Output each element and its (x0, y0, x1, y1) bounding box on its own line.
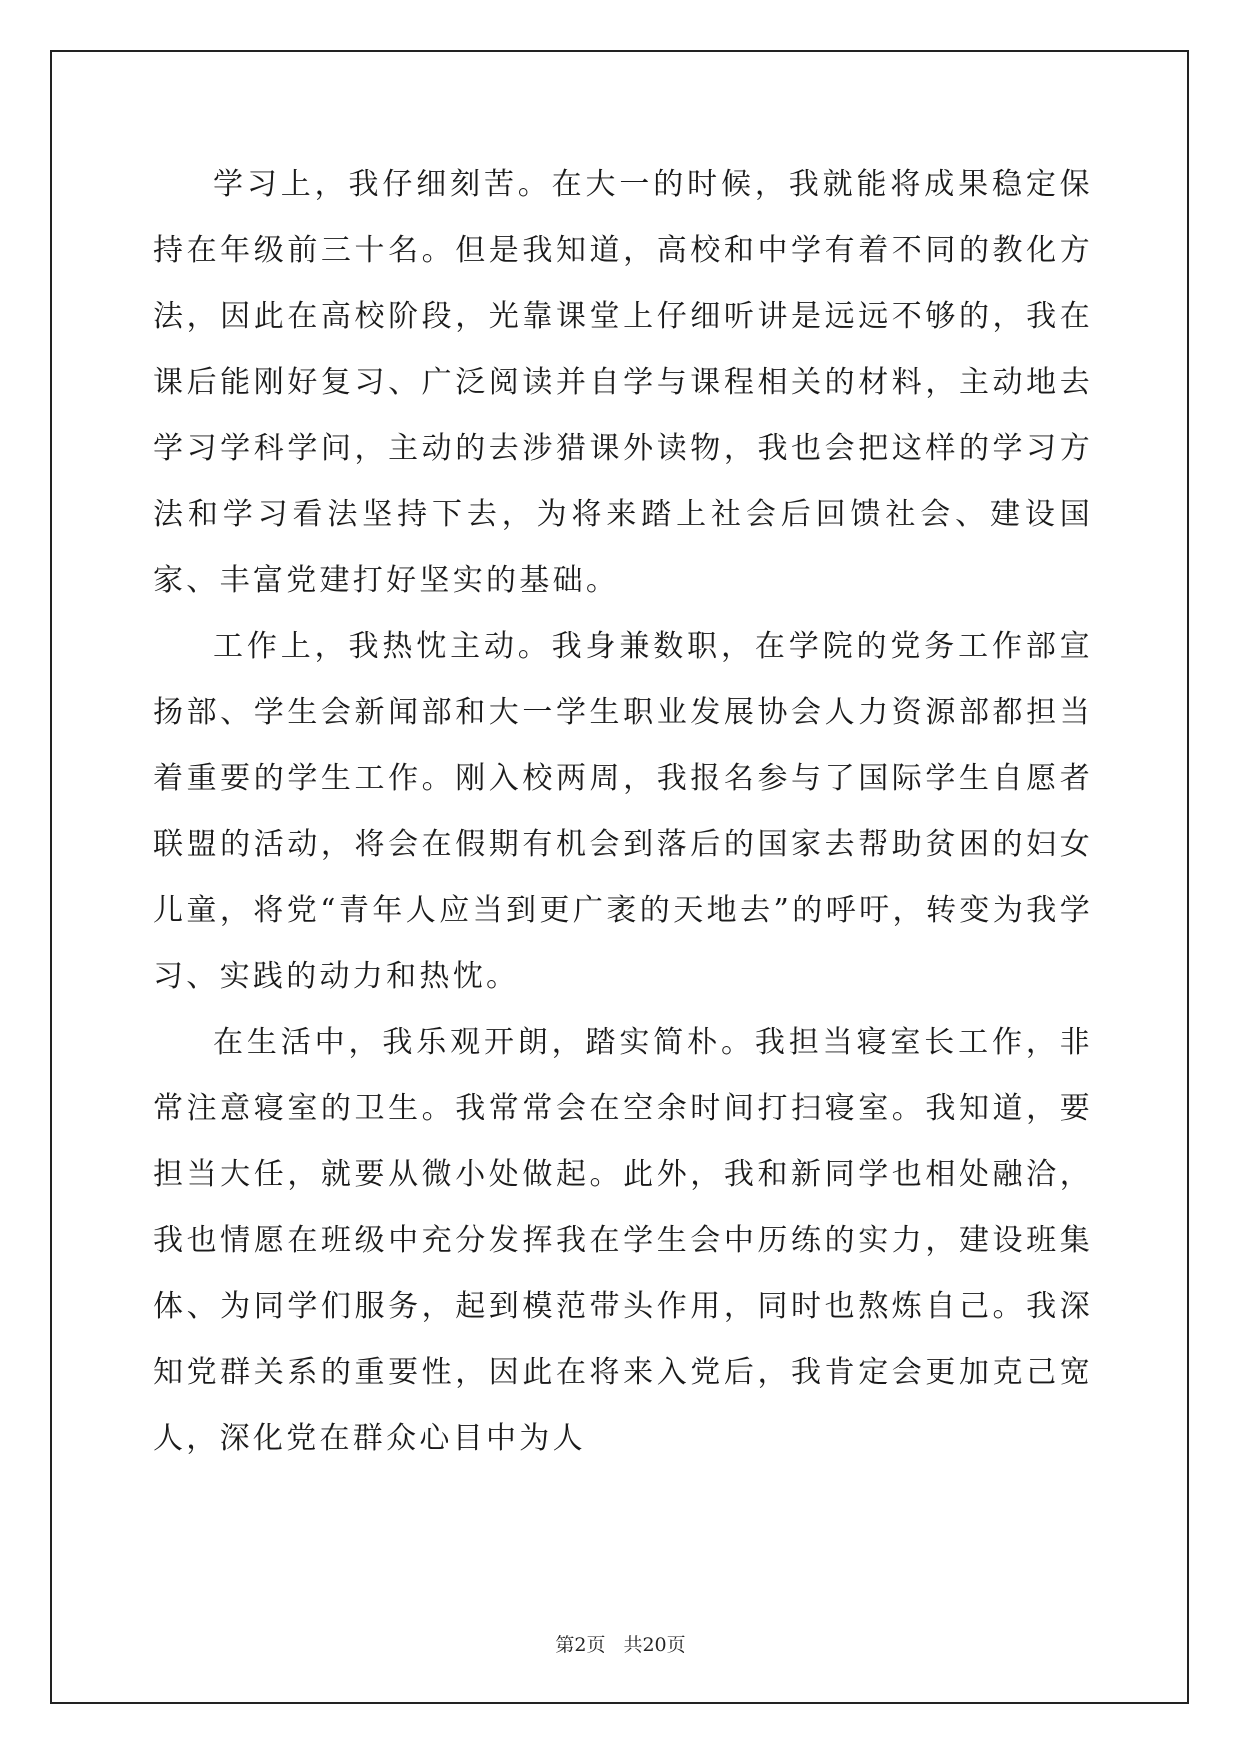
paragraph-life: 在生活中，我乐观开朗，踏实简朴。我担当寝室长工作，非常注意寝室的卫生。我常常会在空余时间打扫寝室。我知道，要担当大任，就要从微小处做起。此外，我和新同学也相处融洽，我也情愿在班级中充分发挥我在学生会中历练的实力，建设班集体、为同学们服务，起到模范带头作用，同时也熬炼自己。我深知党群关系的重要性，因此在将来入党后，我肯定会更加克己宽人，深化党在群众心目中为人 (153, 1025, 1093, 1456)
paragraph-study: 学习上，我仔细刻苦。在大一的时候，我就能将成果稳定保持在年级前三十名。但是我知道，高校和中学有着不同的教化方法，因此在高校阶段，光靠课堂上仔细听讲是远远不够的，我在课后能刚好复习、广泛阅读并自学与课程相关的材料，主动地去学习学科学问，主动的去涉猎课外读物，我也会把这样的学习方法和学习看法坚持下去，为将来踏上社会后回馈社会、建设国家、丰富党建打好坚实的基础。 (153, 167, 1093, 598)
document-body (153, 152, 1093, 1472)
page-footer (0, 1630, 1241, 1657)
page-total: 共20页 (623, 1634, 686, 1656)
paragraph-work: 工作上，我热忱主动。我身兼数职，在学院的党务工作部宣扬部、学生会新闻部和大一学生职业发展协会人力资源部都担当着重要的学生工作。刚入校两周，我报名参与了国际学生自愿者联盟的活动，将会在假期有机会到落后的国家去帮助贫困的妇女儿童，将党“青年人应当到更广袤的天地去”的呼吁，转变为我学习、实践的动力和热忱。 (153, 629, 1093, 994)
page-number: 第2页 (555, 1634, 606, 1656)
